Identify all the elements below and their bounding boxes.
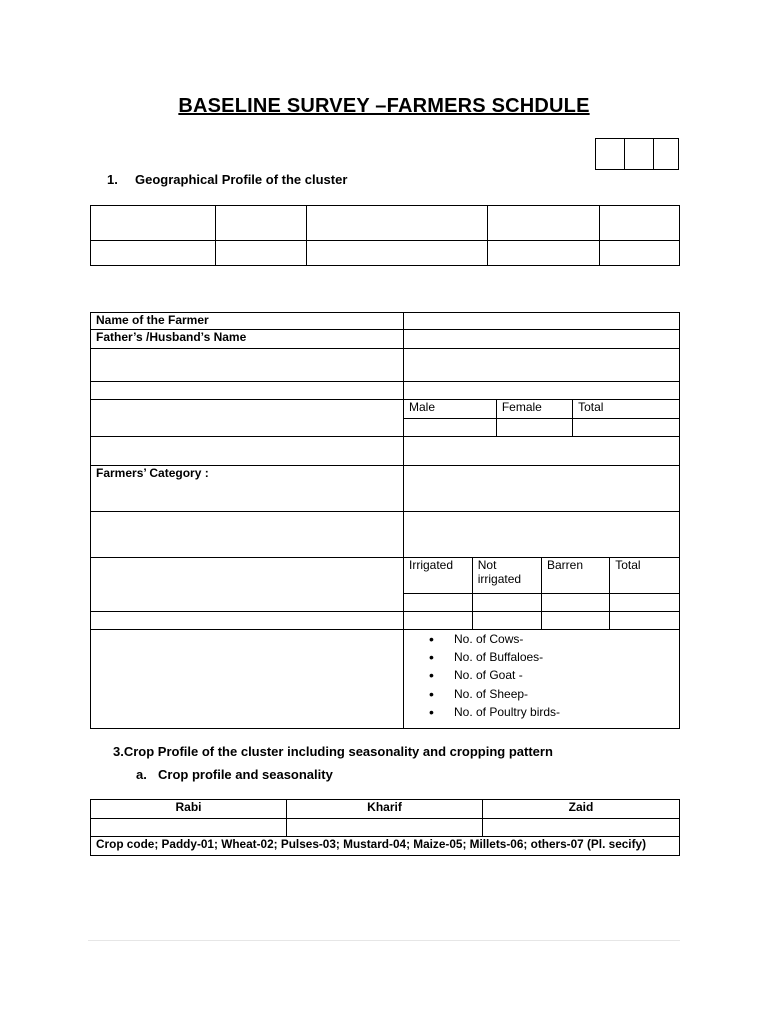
land-extra-field[interactable]	[610, 612, 679, 629]
geo-value-cell[interactable]	[216, 241, 307, 266]
livestock-buffaloes: • No. of Buffaloes-	[454, 648, 674, 666]
footer-divider	[88, 940, 680, 941]
section-3a-number: a.	[136, 767, 147, 782]
female-label: Female	[496, 400, 572, 418]
land-holding-subtable	[404, 558, 679, 611]
id-code-boxes[interactable]	[595, 138, 679, 170]
geo-header-cell[interactable]	[91, 206, 216, 241]
crop-code-note: Crop code; Paddy-01; Wheat-02; Pulses-03; Mustard-04; Maize-05; Millets-06; others-07 (Pl. secify)	[91, 837, 680, 856]
father-husband-field[interactable]	[404, 330, 680, 349]
male-label: Male	[404, 400, 496, 418]
geo-value-cell[interactable]	[600, 241, 680, 266]
id-box-2[interactable]	[625, 139, 654, 169]
father-husband-label: Father’s /Husband’s Name	[91, 330, 404, 349]
land-extra-cell	[404, 612, 680, 630]
farmers-category-label: Farmers’ Category :	[91, 466, 404, 512]
profile-label-cell	[91, 612, 404, 630]
rabi-crop-field[interactable]	[91, 819, 287, 837]
livestock-cows: • No. of Cows-	[454, 630, 674, 648]
profile-label-cell	[91, 349, 404, 382]
farmer-name-field[interactable]	[404, 313, 680, 330]
kharif-header: Kharif	[287, 800, 483, 819]
land-extra-field[interactable]	[472, 612, 541, 629]
irrigated-label: Irrigated	[404, 558, 472, 593]
geo-header-cell[interactable]	[307, 206, 488, 241]
geo-value-cell[interactable]	[307, 241, 488, 266]
crop-profile-table	[90, 799, 680, 856]
land-extra-field[interactable]	[404, 612, 472, 629]
geo-header-cell[interactable]	[216, 206, 307, 241]
section-3a-heading	[136, 767, 333, 782]
profile-field[interactable]	[404, 437, 680, 466]
land-extra-subtable	[404, 612, 679, 629]
section-1-heading	[107, 172, 347, 187]
livestock-label-cell	[91, 630, 404, 729]
livestock-poultry: • No. of Poultry birds-	[454, 703, 674, 721]
zaid-crop-field[interactable]	[483, 819, 680, 837]
page-title: BASELINE SURVEY –FARMERS SCHDULE	[178, 95, 590, 117]
profile-field[interactable]	[404, 349, 680, 382]
section-1-label: Geographical Profile of the cluster	[135, 172, 348, 187]
livestock-list	[409, 630, 674, 721]
section-3a-label: Crop profile and seasonality	[158, 767, 333, 782]
family-total-label: Total	[573, 400, 679, 418]
not-irrigated-field[interactable]	[472, 593, 541, 611]
profile-label-cell	[91, 382, 404, 400]
geo-header-cell[interactable]	[600, 206, 680, 241]
profile-field[interactable]	[404, 382, 680, 400]
geographical-profile-table	[90, 205, 680, 266]
barren-label: Barren	[541, 558, 609, 593]
profile-label-cell	[91, 437, 404, 466]
profile-field[interactable]	[404, 512, 680, 558]
kharif-crop-field[interactable]	[287, 819, 483, 837]
family-members-cell	[404, 400, 680, 437]
male-count-field[interactable]	[404, 418, 496, 436]
farmer-profile-table	[90, 312, 680, 729]
farmer-name-label: Name of the Farmer	[91, 313, 404, 330]
geo-value-cell[interactable]	[488, 241, 600, 266]
zaid-header: Zaid	[483, 800, 680, 819]
family-members-subtable	[404, 400, 679, 436]
livestock-cell	[404, 630, 680, 729]
id-box-1[interactable]	[596, 139, 625, 169]
family-total-field[interactable]	[573, 418, 679, 436]
land-extra-field[interactable]	[541, 612, 609, 629]
barren-field[interactable]	[541, 593, 609, 611]
livestock-goat: • No. of Goat -	[454, 666, 674, 684]
rabi-header: Rabi	[91, 800, 287, 819]
family-members-label-cell	[91, 400, 404, 437]
id-box-3[interactable]	[654, 139, 678, 169]
land-total-label: Total	[610, 558, 679, 593]
profile-label-cell	[91, 512, 404, 558]
geo-value-cell[interactable]	[91, 241, 216, 266]
section-3-heading: 3.Crop Profile of the cluster including seasonality and cropping pattern	[113, 744, 553, 759]
geo-header-cell[interactable]	[488, 206, 600, 241]
land-holding-label-cell	[91, 558, 404, 612]
female-count-field[interactable]	[496, 418, 572, 436]
not-irrigated-label: Not irrigated	[472, 558, 541, 593]
land-holding-cell	[404, 558, 680, 612]
section-1-number: 1.	[107, 172, 118, 187]
irrigated-field[interactable]	[404, 593, 472, 611]
land-total-field[interactable]	[610, 593, 679, 611]
farmers-category-field[interactable]	[404, 466, 680, 512]
livestock-sheep: • No. of Sheep-	[454, 685, 674, 703]
